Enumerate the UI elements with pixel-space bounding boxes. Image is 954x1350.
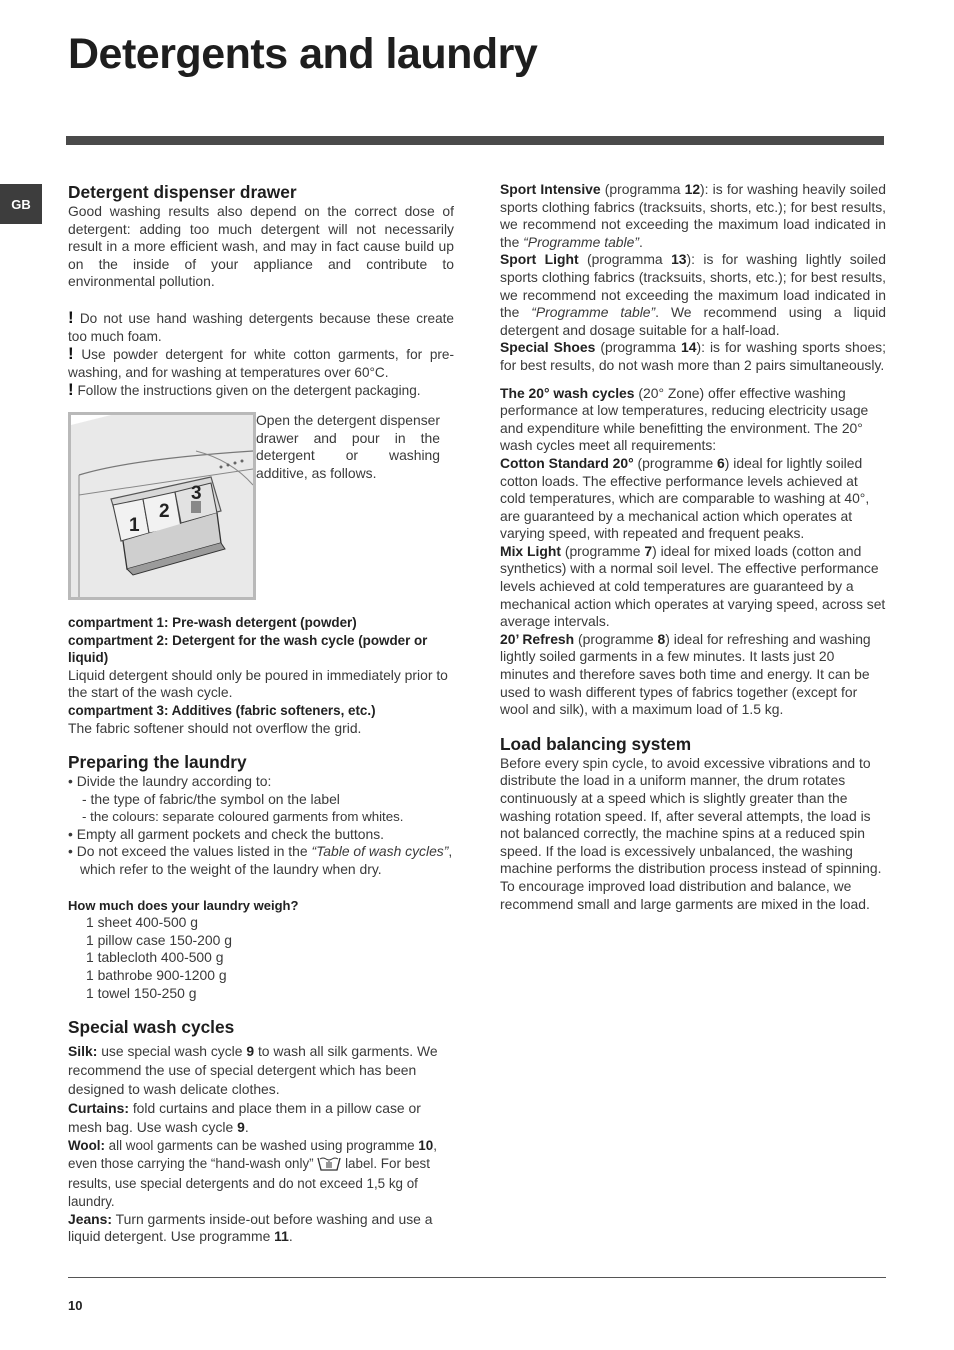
title-rule	[66, 136, 884, 145]
sport-intensive-paragraph: Sport Intensive (programma 12): is for washing heavily soiled sports clothing fabrics (tracksuits, shorts, etc.); for best results, we recommend not exceeding the maximum load indicated in the “Programme table”.	[500, 181, 887, 250]
compartment-2-note: Liquid detergent should only be poured in immediately prior to the start of the wash cycle.	[68, 666, 448, 701]
twenty-degree-paragraph: The 20° wash cycles (20° Zone) offer effective washing performance at low temperatures, reducing electricity usage and expenditure while benefitting the environment. The 20° wash cycles meet all requirements:	[500, 384, 869, 454]
page-number: 10	[68, 1298, 83, 1313]
left-column	[68, 181, 454, 1246]
special-shoes-paragraph: Special Shoes (programma 14): is for washing sports shoes; for best results, do not wash more than 2 pairs simultaneously.	[500, 339, 886, 373]
exclamation-icon: !	[68, 380, 74, 400]
weight-item: 1 tablecloth 400-500 g	[86, 949, 224, 966]
prep-bullet-1: • Divide the laundry according to:	[68, 773, 272, 790]
compartment-label-3: 3	[191, 482, 202, 504]
curtains-paragraph: Curtains: fold curtains and place them in a pillow case or mesh bag. Use wash cycle 9.	[68, 1100, 421, 1136]
load-balancing-text: Before every spin cycle, to avoid excessive vibrations and to distribute the load in a uniform manner, the drum rotates continuously at a speed which is slightly greater than the washing rotation speed. If, after several attempts, the load is not balanced correctly, the machine spins at a reduced spin speed. If the load is excessively unbalanced, the washing machine performs the distribution process instead of spinning. To encourage improved load distribution and balance, we recommend small and large garments are mixed in the load.	[500, 754, 882, 912]
compartment-label-2: 2	[159, 500, 170, 522]
cotton-standard-paragraph: Cotton Standard 20° (programme 6) ideal for lightly soiled cotton loads. The effective performance levels achieved at cold temperatures, which are comparable to washing at 40°, are guaranteed by a mechanical action which operates at varying speed, with repeated and frequent peaks.	[500, 454, 870, 542]
figure-caption: Open the detergent dispenser drawer and pour in the detergent or washing additive, as follows.	[256, 411, 440, 481]
warning-1: ! Do not use hand washing detergents because these create too much foam.	[68, 307, 454, 344]
exclamation-icon: !	[68, 344, 74, 364]
weigh-heading: How much does your laundry weigh?	[68, 897, 299, 913]
silk-paragraph: Silk: use special wash cycle 9 to wash all silk garments. We recommend the use of special detergent which has been designed to wash delicate clothes.	[68, 1043, 438, 1098]
detergent-drawer-illustration	[68, 412, 256, 600]
sport-light-paragraph: Sport Light (programma 13): is for washing lightly soiled sports clothing fabrics (tracksuits, shorts, etc.); for best results, we recommend not exceeding the maximum load indicated in the “Programme table”. We recommend using a liquid detergent and dosage suitable for a half-load.	[500, 251, 887, 338]
right-column	[500, 181, 886, 913]
jeans-paragraph: Jeans: Turn garments inside-out before washing and use a liquid detergent. Use programme 11.	[68, 1210, 433, 1245]
dispenser-heading: Detergent dispenser drawer	[68, 182, 297, 202]
page-title: Detergents and laundry	[68, 30, 538, 78]
footer-rule	[68, 1277, 886, 1278]
prep-bullet-2: • Empty all garment pockets and check the buttons.	[68, 825, 385, 842]
hand-wash-icon	[317, 1155, 341, 1176]
weight-item: 1 towel 150-250 g	[86, 984, 197, 1001]
dispenser-intro: Good washing results also depend on the correct dose of detergent: adding too much detergent will not necessarily result in a more efficient wash, and may in fact cause build up on the inside of your appliance and contribute to environmental pollution.	[68, 203, 454, 290]
compartment-3-note: The fabric softener should not overflow the grid.	[68, 719, 362, 736]
prep-sub-1: - the type of fabric/the symbol on the label	[82, 790, 340, 807]
weight-item: 1 pillow case 150-200 g	[86, 931, 232, 948]
prep-sub-2: - the colours: separate coloured garments from whites.	[82, 809, 404, 825]
compartment-1: compartment 1: Pre-wash detergent (powder)	[68, 614, 357, 630]
mix-light-paragraph: Mix Light (programme 7) ideal for mixed loads (cotton and synthetics) with a normal soil level. The effective performance levels achieved at cold temperatures are guaranteed by a mechanical action which operates at varying speed, across set average intervals.	[500, 542, 886, 630]
refresh-paragraph: 20’ Refresh (programme 8) ideal for refreshing and washing lightly soiled garments in a few minutes. It lasts just 20 minutes and therefore saves both time and energy. It can be used to wash different types of fabrics together (except for wool and silk), with a maximum load of 1.5 kg.	[500, 630, 871, 718]
compartment-3: compartment 3: Additives (fabric softeners, etc.)	[68, 702, 376, 718]
warning-3: ! Follow the instructions given on the detergent packaging.	[68, 380, 421, 400]
weight-item: 1 sheet 400-500 g	[86, 914, 198, 931]
load-balancing-heading: Load balancing system	[500, 733, 692, 754]
exclamation-icon: !	[68, 307, 74, 327]
compartment-2: compartment 2: Detergent for the wash cycle (powder or liquid)	[68, 632, 428, 666]
compartment-label-1: 1	[129, 514, 140, 536]
weight-item: 1 bathrobe 900-1200 g	[86, 967, 227, 984]
special-heading: Special wash cycles	[68, 1017, 235, 1038]
wool-paragraph: Wool: all wool garments can be washed using programme 10, even those carrying the “hand-wash only” label. For best results, use special detergents and do not exceed 1,5 kg of laundry.	[68, 1138, 437, 1209]
preparing-heading: Preparing the laundry	[68, 752, 247, 773]
warning-2: ! Use powder detergent for white cotton garments, for pre-washing, and for washing at temperatures over 60°C.	[68, 344, 454, 380]
prep-bullet-3: • Do not exceed the values listed in the “Table of wash cycles”, which refer to the weight of the laundry when dry.	[68, 843, 453, 878]
language-tab: GB	[0, 184, 42, 224]
